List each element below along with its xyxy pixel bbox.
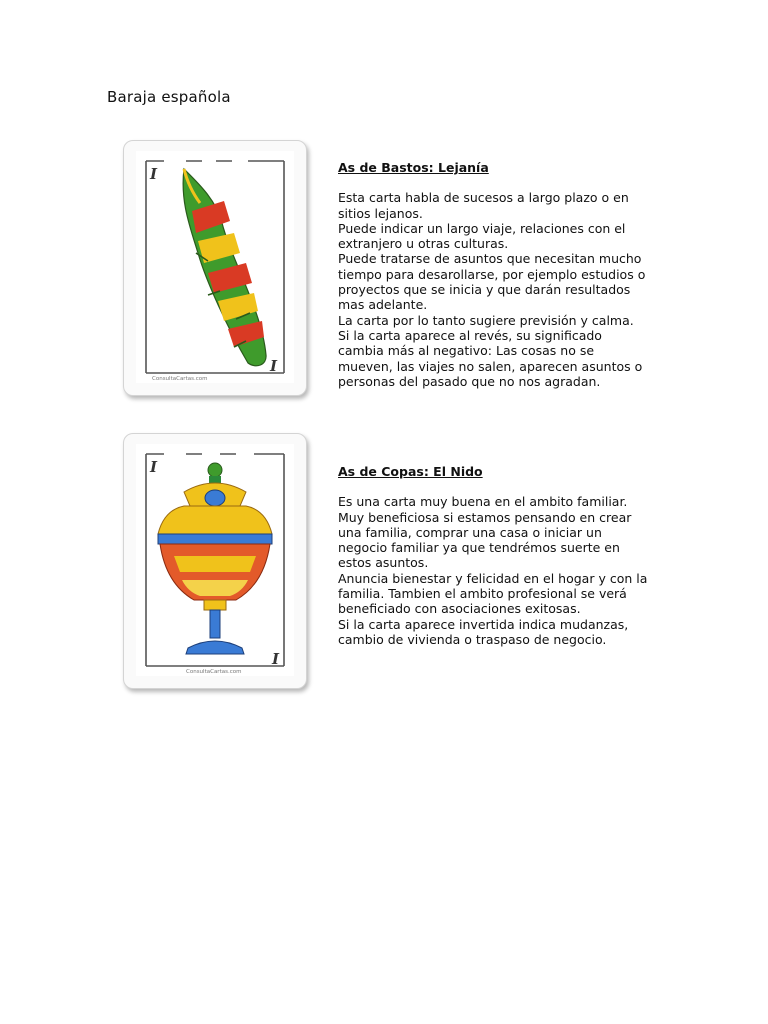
entry-as-de-bastos xyxy=(338,160,658,389)
entry-line: Es una carta muy buena en el ambito familiar. xyxy=(338,494,628,510)
entry-body xyxy=(338,494,658,647)
entry-as-de-copas xyxy=(338,464,658,647)
entry-line: proyectos que se inicia y que darán resultados xyxy=(338,282,631,298)
entry-line: sitios lejanos. xyxy=(338,205,423,221)
entry-line: Muy beneficiosa si estamos pensando en crear xyxy=(338,509,632,525)
card-as-de-bastos xyxy=(123,140,307,396)
entry-title: As de Copas: El Nido xyxy=(338,464,483,479)
entry-line: Puede tratarse de asuntos que necesitan mucho xyxy=(338,251,642,267)
card-numeral-top: I xyxy=(150,165,158,183)
entry-line: negocio familiar ya que tendrémos suerte en xyxy=(338,540,620,556)
page-title: Baraja española xyxy=(107,88,231,106)
entry-line: estos asuntos. xyxy=(338,555,429,571)
card-watermark: ConsultaCartas.com xyxy=(186,669,242,675)
card-numeral-top: I xyxy=(150,458,158,476)
entry-line: Si la carta aparece invertida indica mudanzas, xyxy=(338,616,629,632)
entry-line: Si la carta aparece al revés, su significado xyxy=(338,327,602,343)
entry-line: tiempo para desarollarse, por ejemplo estudios o xyxy=(338,266,646,282)
card-watermark: ConsultaCartas.com xyxy=(152,376,208,382)
entry-line: Puede indicar un largo viaje, relaciones con el xyxy=(338,220,626,236)
card-numeral-bottom: I xyxy=(270,357,278,375)
entry-title: As de Bastos: Lejanía xyxy=(338,160,489,175)
entry-line: personas del pasado que no nos agradan. xyxy=(338,373,601,389)
card-numeral-bottom: I xyxy=(272,650,280,668)
entry-line: extranjero u otras culturas. xyxy=(338,236,509,252)
entry-line: mas adelante. xyxy=(338,297,428,313)
entry-line: beneficiado con asociaciones exitosas. xyxy=(338,601,581,617)
entry-body xyxy=(338,190,658,389)
entry-line: Anuncia bienestar y felicidad en el hogar y con la xyxy=(338,570,648,586)
entry-line: La carta por lo tanto sugiere previsión y calma. xyxy=(338,312,634,328)
entry-line: familia. Tambien el ambito profesional se verá xyxy=(338,586,627,602)
entry-line: cambia más al negativo: Las cosas no se xyxy=(338,343,595,359)
entry-line: mueven, las viajes no salen, aparecen asuntos o xyxy=(338,358,643,374)
entry-line: cambio de vivienda o traspaso de negocio. xyxy=(338,631,607,647)
card-as-de-copas xyxy=(123,433,307,689)
entry-line: una familia, comprar una casa o iniciar un xyxy=(338,524,602,540)
entry-line: Esta carta habla de sucesos a largo plazo o en xyxy=(338,190,629,206)
